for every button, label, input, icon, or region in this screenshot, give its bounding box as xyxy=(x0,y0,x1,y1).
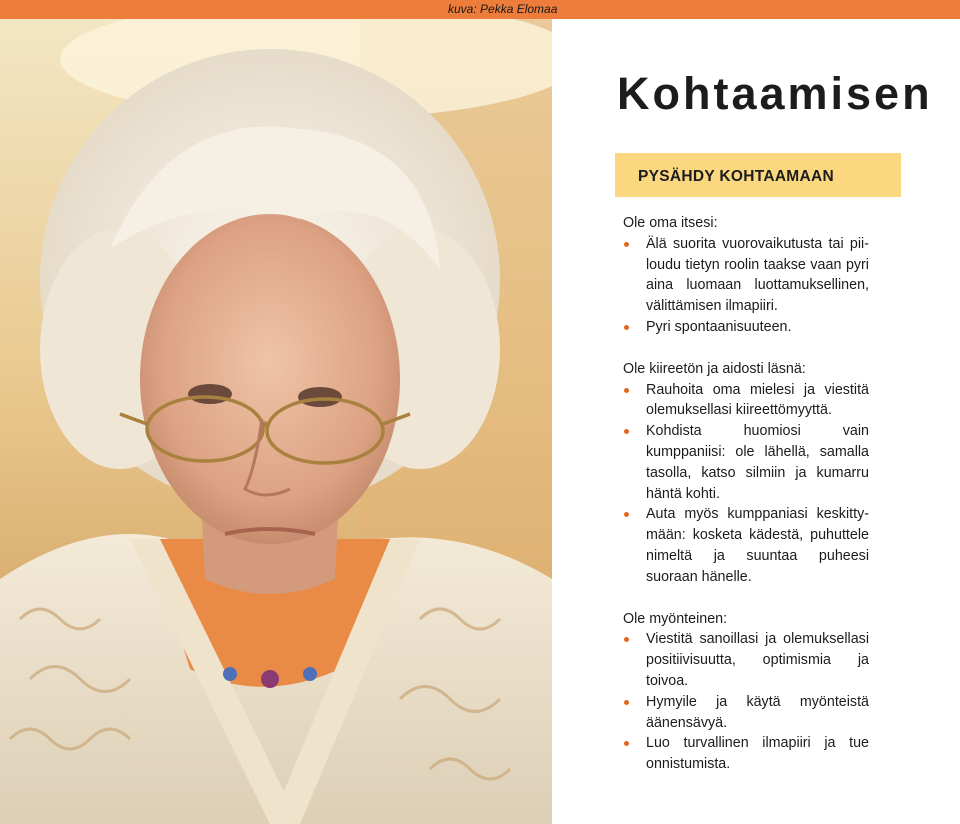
list-item xyxy=(623,317,869,338)
bullet-icon xyxy=(624,388,629,393)
bullet-icon xyxy=(624,325,629,330)
bullet-icon xyxy=(624,512,629,517)
section-label: Ole myönteinen: xyxy=(623,610,728,627)
bullet-icon xyxy=(624,637,629,642)
article-body xyxy=(623,213,869,796)
photo-credit: kuva: Pekka Elomaa xyxy=(448,2,558,16)
article-heading: Kohtaamisen xyxy=(617,68,933,119)
list-item-text: Rauhoita oma mielesi ja viestitä olemuksellasi kiireettömyyttä. xyxy=(646,381,869,419)
list-item-text: Viestitä sanoillasi ja olemuksellasi positiivisuutta, optimismia ja toivoa. xyxy=(646,631,869,689)
bullet-list xyxy=(623,380,869,588)
portrait-illustration xyxy=(0,19,552,824)
bullet-icon xyxy=(624,429,629,434)
portrait-photo xyxy=(0,19,552,824)
bullet-list xyxy=(623,234,869,338)
section-label: Ole kiireetön ja aidosti läsnä: xyxy=(623,360,806,377)
banner-text: PYSÄHDY KOHTAAMAAN xyxy=(638,168,835,185)
bullet-icon xyxy=(624,700,629,705)
list-item xyxy=(623,629,869,691)
list-item xyxy=(623,380,869,422)
list-item-text: Luo turvallinen ilmapiiri ja tue onnistumista. xyxy=(646,735,869,773)
section-be-yourself xyxy=(623,213,869,338)
bullet-icon xyxy=(624,741,629,746)
list-item-text: Hymyile ja käytä myönteistä äänensävyä. xyxy=(646,693,869,731)
list-item-text: Älä suorita vuorovaikutusta tai piiloudu tietyn roolin taakse vaan pyri aina luomaan luottamuksellinen, välittämisen ilmapiiri. xyxy=(646,235,869,315)
list-item-text: Auta myös kumppaniasi keskittymään: kosketa kädestä, puhuttele nimeltä ja suuntaa puheesi suoraan hänelle. xyxy=(646,506,869,585)
section-be-present xyxy=(623,359,869,588)
list-item-text: Pyri spontaanisuuteen. xyxy=(646,318,792,335)
list-item xyxy=(623,421,869,504)
list-item xyxy=(623,733,869,775)
list-item-text: Kohdista huomiosi vain kumppaniisi: ole lähellä, samalla tasolla, katso silmiin ja kumarru häntä kohti. xyxy=(646,423,869,502)
section-be-positive xyxy=(623,609,869,775)
section-banner xyxy=(615,153,901,197)
list-item xyxy=(623,692,869,734)
bullet-list xyxy=(623,629,869,775)
list-item xyxy=(623,234,869,317)
section-label: Ole oma itsesi: xyxy=(623,215,718,231)
list-item xyxy=(623,504,869,587)
bullet-icon xyxy=(624,242,629,247)
